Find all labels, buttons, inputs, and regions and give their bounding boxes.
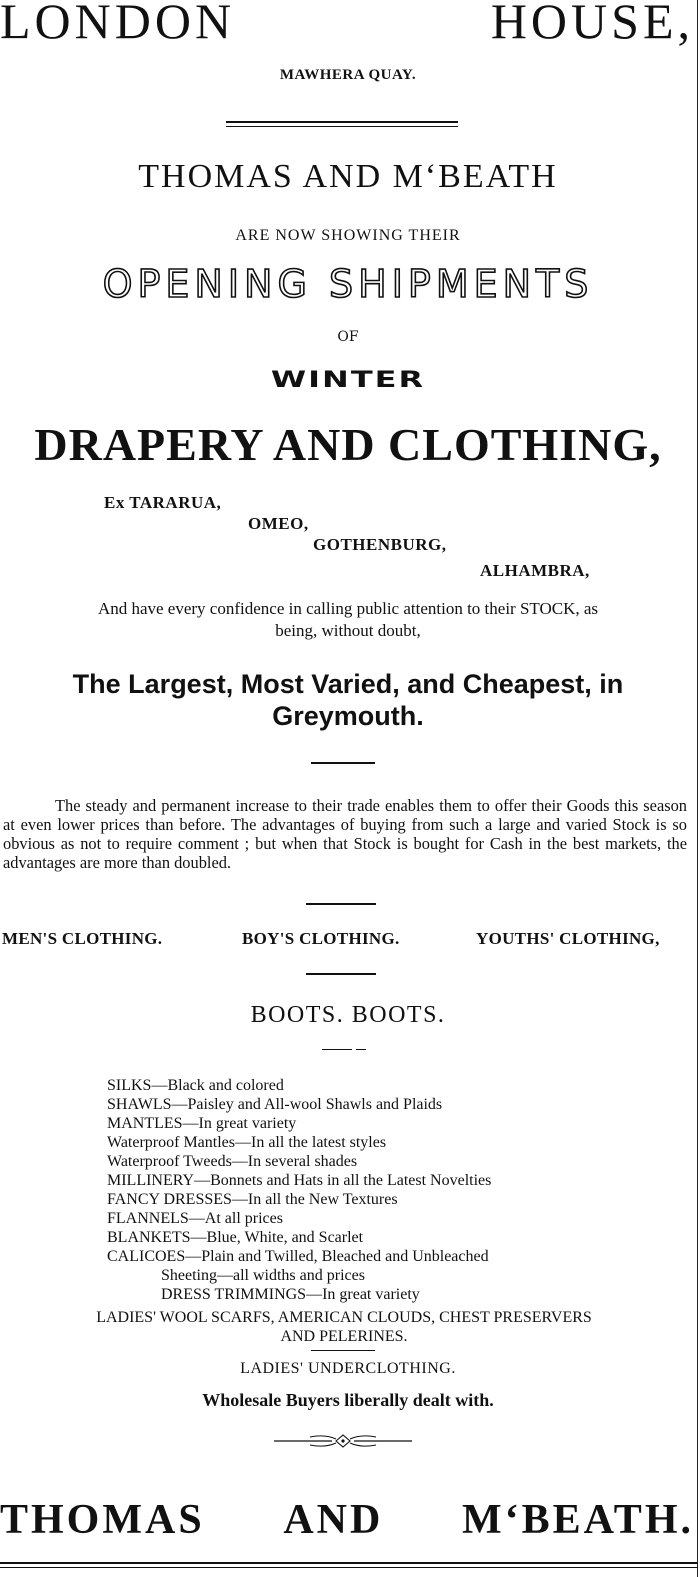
- ship-omeo: OMEO,: [248, 514, 309, 533]
- footer-merchant-name: [0, 1496, 694, 1556]
- list-item: MILLINERY—Bonnets and Hats in all the Latest Novelties: [107, 1172, 492, 1189]
- short-rule: [306, 973, 376, 975]
- footer-word: M‘BEATH.: [461, 1497, 694, 1543]
- short-rule: [306, 903, 376, 905]
- list-item: FLANNELS—At all prices: [107, 1210, 283, 1227]
- ornament-rule-icon: [270, 1430, 416, 1452]
- underclothing-line: LADIES' UNDERCLOTHING.: [240, 1360, 456, 1377]
- opening-shipments-heading: OPENING SHIPMENTS: [102, 262, 594, 306]
- list-item: SHAWLS—Paisley and All-wool Shawls and Plaids: [107, 1096, 443, 1113]
- body-paragraph-text: The steady and permanent increase to their trade enables them to offer their Goods this season at even lower prices than before. The advantages of buying from such a large and varied Stock is so obvious as not to require comment ; but when that Stock is bought for Cash in the best markets, the advantages are more than doubled.: [3, 796, 687, 872]
- boots-heading: BOOTS. BOOTS.: [250, 1002, 446, 1028]
- confidence-line-1: And have every confidence in calling public attention to their STOCK, as: [97, 599, 599, 618]
- headline-line-2: Greymouth.: [272, 701, 424, 731]
- confidence-text: [10, 598, 686, 642]
- merchant-name: THOMAS AND M‘BEATH: [138, 158, 558, 195]
- bottom-rule-thin: [0, 1567, 698, 1568]
- boys-clothing: BOY'S CLOTHING.: [242, 929, 400, 948]
- column-rule: [697, 0, 698, 1577]
- store-title: [0, 0, 694, 50]
- short-rule: [311, 762, 375, 764]
- headline: [0, 668, 696, 732]
- bottom-rule: [0, 1562, 698, 1564]
- scarves-text: [2, 1308, 686, 1346]
- ship-tararua: [104, 493, 221, 513]
- goods-list: [107, 1076, 687, 1304]
- footer-word: THOMAS: [0, 1497, 205, 1543]
- confidence-line-2: being, without doubt,: [275, 621, 421, 640]
- of-line: OF: [337, 329, 359, 345]
- title-word-house: HOUSE,: [490, 0, 694, 49]
- list-item: Waterproof Mantles—In all the latest styles: [107, 1134, 387, 1151]
- short-rule: [322, 1049, 352, 1050]
- address: MAWHERA QUAY.: [279, 67, 417, 83]
- headline-line-1: The Largest, Most Varied, and Cheapest, in: [72, 669, 624, 699]
- scarves-line-2: AND PELERINES.: [280, 1328, 408, 1345]
- double-rule-top: [226, 121, 458, 123]
- mens-clothing: MEN'S CLOTHING.: [2, 929, 163, 948]
- list-item: SILKS—Black and colored: [107, 1077, 284, 1094]
- ship-ex-label: Ex: [104, 493, 125, 512]
- scarves-line-1: LADIES' WOOL SCARFS, AMERICAN CLOUDS, CHEST PRESERVERS: [96, 1309, 592, 1326]
- double-rule-bottom: [226, 126, 458, 127]
- short-rule: [356, 1049, 366, 1050]
- list-sub-item: DRESS TRIMMINGS—In great variety: [161, 1286, 420, 1303]
- showing-line: ARE NOW SHOWING THEIR: [235, 227, 461, 244]
- short-rule: [311, 1350, 375, 1351]
- title-word-london: LONDON: [0, 0, 236, 49]
- body-paragraph: [3, 796, 687, 872]
- footer-word: AND: [283, 1497, 384, 1543]
- youths-clothing: YOUTHS' CLOTHING,: [476, 929, 660, 948]
- ship-name: TARARUA,: [129, 493, 222, 512]
- list-item: BLANKETS—Blue, White, and Scarlet: [107, 1229, 364, 1246]
- list-item: CALICOES—Plain and Twilled, Bleached and Unbleached: [107, 1248, 489, 1265]
- list-sub-item: Sheeting—all widths and prices: [161, 1267, 365, 1284]
- wholesale-line: Wholesale Buyers liberally dealt with.: [202, 1390, 494, 1410]
- ship-alhambra: ALHAMBRA,: [480, 561, 590, 580]
- winter-heading: WINTER: [270, 366, 426, 393]
- drapery-heading: DRAPERY AND CLOTHING,: [34, 419, 662, 470]
- list-item: FANCY DRESSES—In all the New Textures: [107, 1191, 398, 1208]
- list-item: Waterproof Tweeds—In several shades: [107, 1153, 358, 1170]
- list-item: MANTLES—In great variety: [107, 1115, 297, 1132]
- ship-gothenburg: GOTHENBURG,: [313, 535, 447, 554]
